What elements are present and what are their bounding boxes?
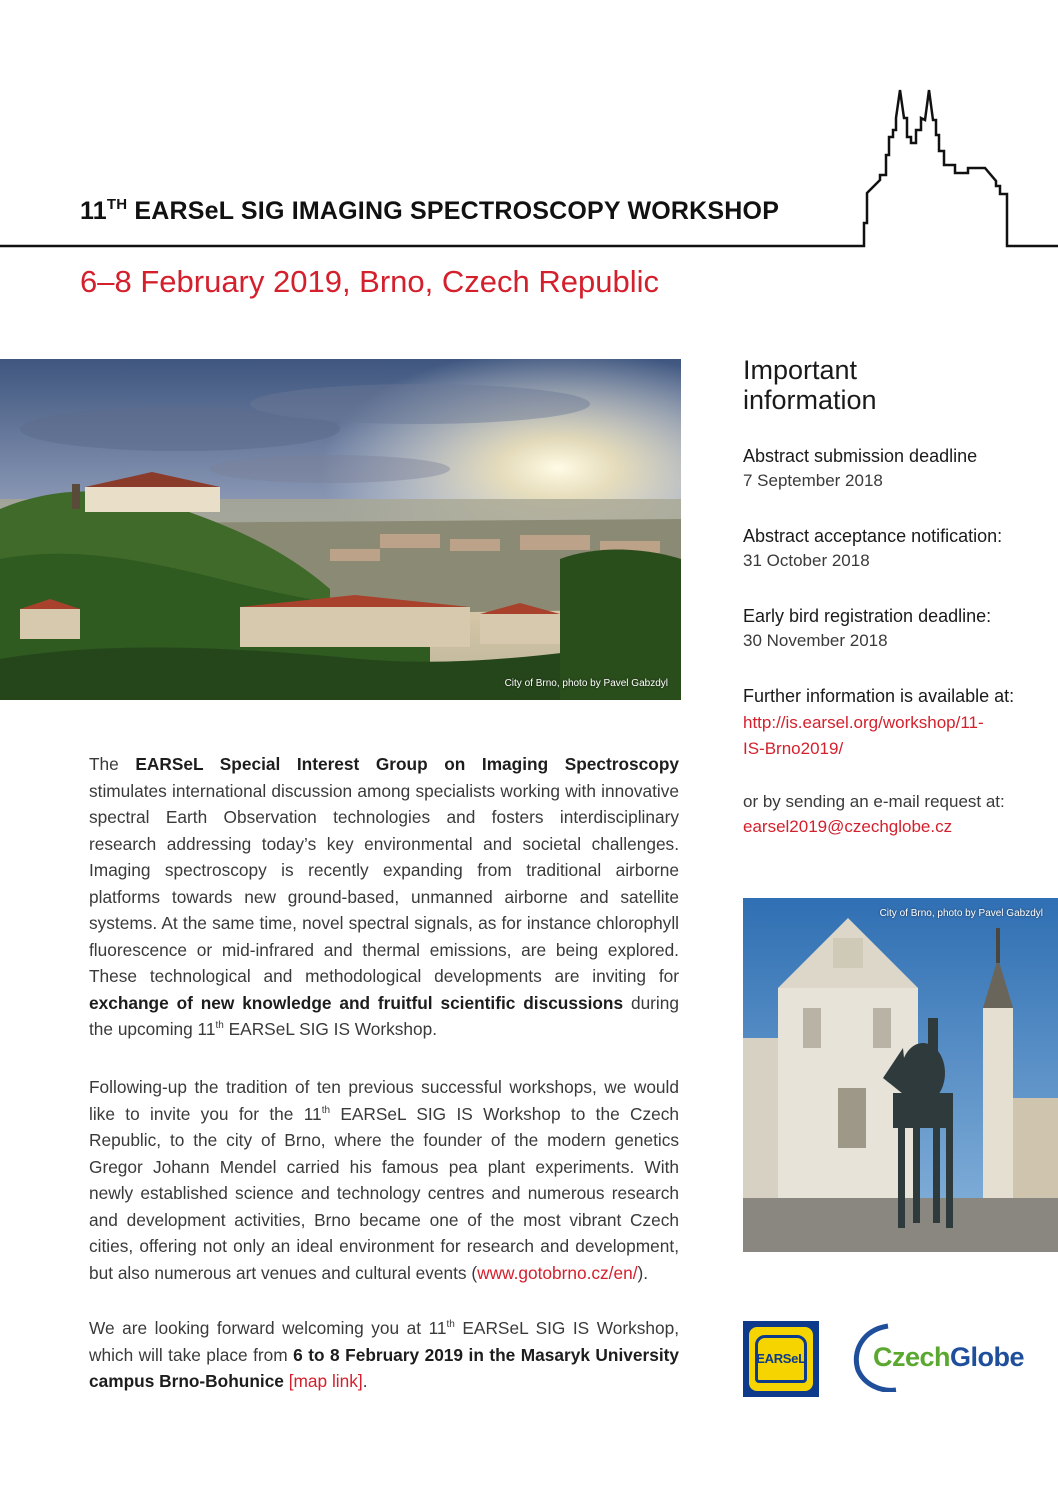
event-dateline: 6–8 February 2019, Brno, Czech Republic bbox=[80, 264, 659, 299]
brno-panorama-photo bbox=[0, 359, 681, 700]
deadline-acceptance-notification bbox=[743, 526, 1043, 571]
further-information-label: Further information is available at: bbox=[743, 686, 1015, 706]
deadline-date: 30 November 2018 bbox=[743, 631, 888, 650]
workshop-title: 11TH EARSeL SIG IMAGING SPECTROSCOPY WORKSHOP bbox=[80, 196, 780, 225]
earsel-logo-text: EARSeL bbox=[756, 1351, 806, 1366]
czechglobe-logo-globe: Globe bbox=[950, 1342, 1025, 1372]
deadline-label: Abstract submission deadline bbox=[743, 446, 978, 466]
further-information bbox=[743, 686, 1043, 762]
deadline-label: Abstract acceptance notification: bbox=[743, 526, 1003, 546]
intro-paragraph-3: We are looking forward welcoming you at 11th EARSeL SIG IS Workshop, which will take place from 6 to 8 February 2019 in the Masaryk University campus Brno-Bohunice [map link]. bbox=[89, 1318, 680, 1391]
contact-email-link[interactable]: earsel2019@czechglobe.cz bbox=[743, 817, 953, 836]
deadline-abstract-submission bbox=[743, 446, 1043, 491]
email-intro-text: or by sending an e-mail request at: bbox=[743, 792, 1005, 811]
earsel-logo bbox=[743, 1321, 819, 1397]
email-contact bbox=[743, 792, 1043, 840]
map-link[interactable]: [map link] bbox=[288, 1371, 363, 1391]
church-statue-photo bbox=[743, 898, 1058, 1252]
deadline-early-bird-registration bbox=[743, 606, 1043, 651]
important-information-panel bbox=[743, 355, 1043, 415]
intro-paragraph-2: Following-up the tradition of ten previous successful workshops, we would like to invite you for the 11th EARSeL SIG IS Workshop to the Czech Republic, to the city of Brno, where the founder of the modern genetics Gregor Johann Mendel carried his famous pea plant experiments. With newly established science and technology centres and numerous research and development activities, Brno became one of the most vibrant Czech cities, offering not only an ideal environment for research and development, but also numerous art venues and cultural events (www.gotobrno.cz/en/). bbox=[89, 1077, 679, 1283]
deadline-date: 31 October 2018 bbox=[743, 551, 870, 570]
czechglobe-logo bbox=[850, 1322, 1040, 1392]
important-information-heading: Important information bbox=[743, 355, 877, 415]
intro-paragraph-1: The EARSeL Special Interest Group on Imaging Spectroscopy stimulates international discussion among specialists working with innovative spectral Earth Observation technologies and fosters interdisciplinary research addressing today’s key environmental and societal challenges. Imaging spectroscopy is recently expanding from traditional airborne platforms towards new ground-based, unmanned airborne and satellite systems. At the same time, novel spectral signals, as for instance chlorophyll fluorescence or mid-infrared and thermal emissions, are being explored. These technological and methodological developments are inviting for exchange of new knowledge and fruitful scientific discussions during the upcoming 11th EARSeL SIG IS Workshop. bbox=[89, 754, 679, 1039]
panorama-photo-caption: City of Brno, photo by Pavel Gabzdyl bbox=[504, 678, 668, 689]
gotobrno-link[interactable]: www.gotobrno.cz/en/ bbox=[477, 1262, 638, 1283]
deadline-date: 7 September 2018 bbox=[743, 471, 883, 490]
workshop-website-link[interactable]: http://is.earsel.org/workshop/11- IS-Brno2019/ bbox=[743, 713, 984, 758]
brno-skyline-line bbox=[0, 85, 1058, 255]
church-photo-caption: City of Brno, photo by Pavel Gabzdyl bbox=[879, 908, 1043, 919]
deadline-label: Early bird registration deadline: bbox=[743, 606, 992, 626]
czechglobe-logo-czech: Czech bbox=[873, 1342, 951, 1372]
